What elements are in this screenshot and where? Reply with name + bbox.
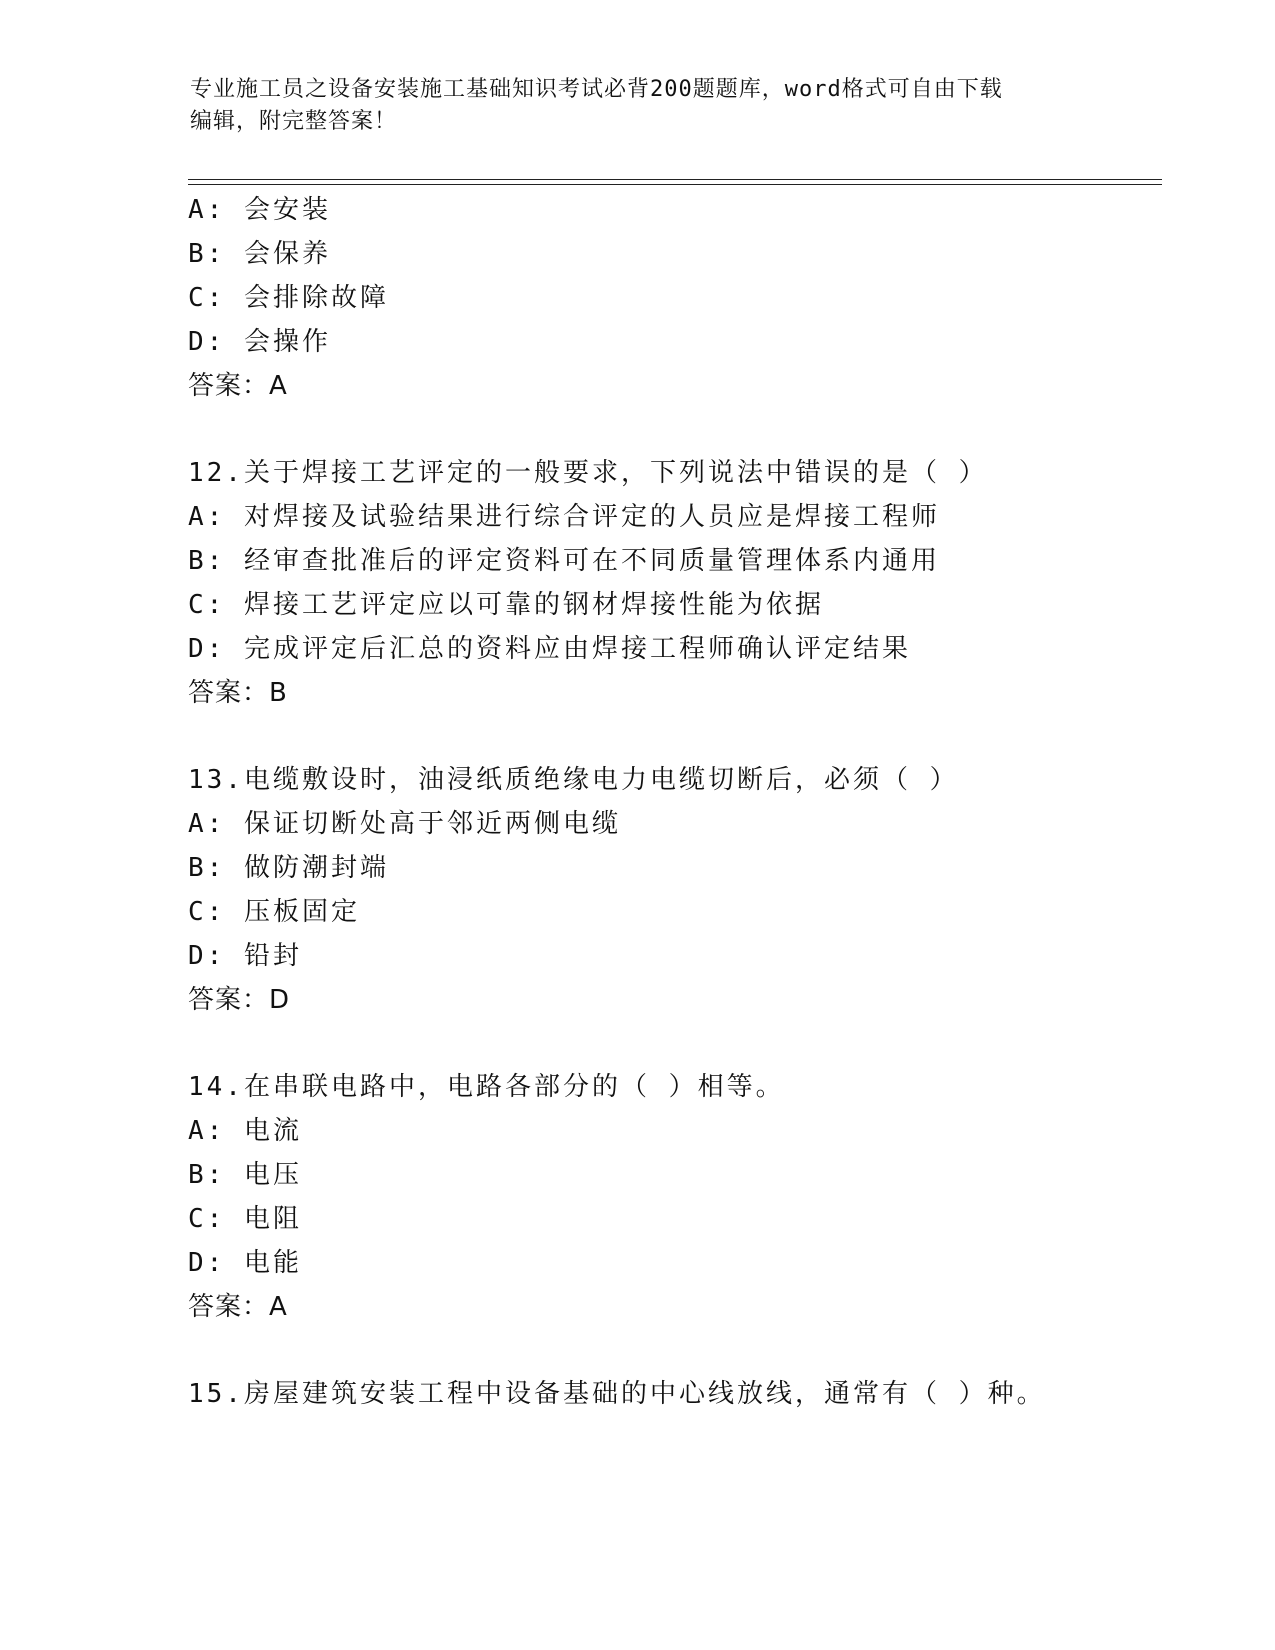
prev-question-answer: 答案：A <box>188 371 288 401</box>
question-14-option-b: B: 电压 <box>188 1160 302 1190</box>
question-14-option-c: C: 电阻 <box>188 1204 302 1234</box>
question-12-option-b: B: 经审查批准后的评定资料可在不同质量管理体系内通用 <box>188 546 940 576</box>
prev-question-option-c: C: 会排除故障 <box>188 283 389 313</box>
question-12-answer: 答案：B <box>188 678 288 708</box>
question-15-stem: 15.房屋建筑安装工程中设备基础的中心线放线，通常有（ ）种。 <box>188 1379 1046 1409</box>
header-rule-top <box>188 179 1162 180</box>
question-14-option-a: A: 电流 <box>188 1116 302 1146</box>
document-title-line-1: 专业施工员之设备安装施工基础知识考试必背200题题库，word格式可自由下载 <box>190 77 1003 102</box>
question-12-option-d: D: 完成评定后汇总的资料应由焊接工程师确认评定结果 <box>188 634 911 664</box>
document-header <box>190 74 1090 138</box>
question-13-option-a: A: 保证切断处高于邻近两侧电缆 <box>188 809 621 839</box>
question-14-option-d: D: 电能 <box>188 1248 302 1278</box>
prev-question-option-b: B: 会保养 <box>188 239 331 269</box>
header-rule-bottom <box>188 184 1162 185</box>
question-14-answer: 答案：A <box>188 1292 288 1322</box>
question-12-stem: 12.关于焊接工艺评定的一般要求，下列说法中错误的是（ ） <box>188 458 988 488</box>
question-13-option-c: C: 压板固定 <box>188 897 360 927</box>
question-13-stem: 13.电缆敷设时，油浸纸质绝缘电力电缆切断后，必须（ ） <box>188 765 959 795</box>
question-13-option-b: B: 做防潮封端 <box>188 853 389 883</box>
question-13-option-d: D: 铅封 <box>188 941 302 971</box>
prev-question-option-d: D: 会操作 <box>188 327 331 357</box>
question-12-option-c: C: 焊接工艺评定应以可靠的钢材焊接性能为依据 <box>188 590 824 620</box>
question-13-answer: 答案：D <box>188 985 291 1015</box>
question-14-stem: 14.在串联电路中，电路各部分的（ ）相等。 <box>188 1072 785 1102</box>
question-12-option-a: A: 对焊接及试验结果进行综合评定的人员应是焊接工程师 <box>188 502 940 532</box>
prev-question-option-a: A: 会安装 <box>188 195 331 225</box>
document-title-line-2: 编辑，附完整答案！ <box>190 109 398 134</box>
